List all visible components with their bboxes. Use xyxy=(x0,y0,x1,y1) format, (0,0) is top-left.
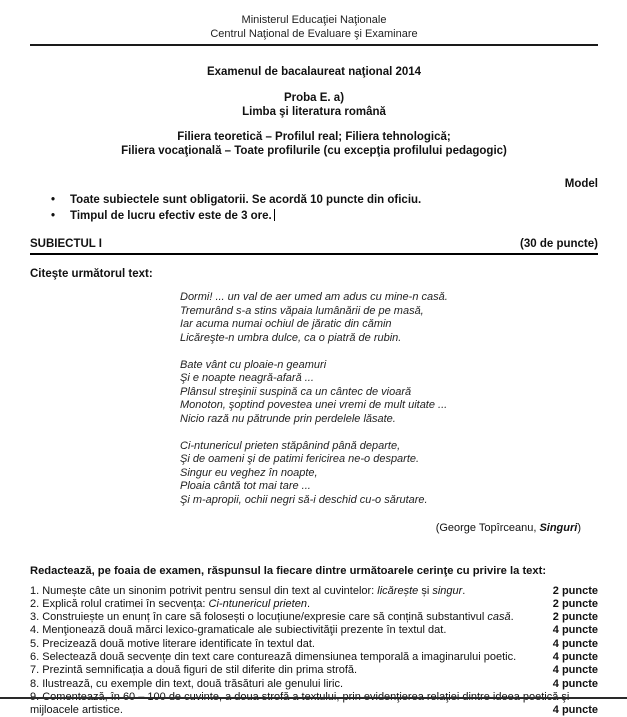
instructions-list xyxy=(30,192,598,224)
requirement-text-segment: 2. Explică rolul cratimei în secvența: xyxy=(30,598,209,610)
instruction-item xyxy=(30,192,598,208)
requirement-text-segment: . xyxy=(511,611,514,623)
poem-line: Bate vânt cu ploaie-n geamuri xyxy=(180,359,598,373)
requirement-text: 6. Selectează două secvențe din text care conturează dimensiunea temporală a imaginarului poetic. xyxy=(30,651,516,663)
page-bottom-rule xyxy=(0,697,627,699)
instruction-item xyxy=(30,208,598,224)
points-label: 4 puncte xyxy=(553,678,598,691)
exam-title: Examenul de bacalaureat naţional 2014 xyxy=(30,65,598,79)
poem-line: Singur eu veghez în noapte, xyxy=(180,467,598,481)
poem-line: Dormi! ... un val de aer umed am adus cu mine-n casă. xyxy=(180,291,598,305)
requirement-item xyxy=(30,691,598,717)
requirement-item xyxy=(30,678,598,691)
poem-line: Licăreşte-n umbra dulce, ca o piatră de rubin. xyxy=(180,332,598,346)
read-prompt: Citeşte următorul text: xyxy=(30,267,598,281)
requirement-text-italic: singur xyxy=(432,585,462,597)
points-label: 2 puncte xyxy=(553,598,598,611)
requirement-text-segment: . xyxy=(307,598,310,610)
poem-attribution xyxy=(30,521,581,535)
subiectul-title: SUBIECTUL I xyxy=(30,237,102,251)
requirement-text-segment: și xyxy=(418,585,432,597)
requirement-text xyxy=(30,585,465,597)
points-label: 2 puncte xyxy=(553,585,598,598)
requirement-text xyxy=(30,611,514,623)
requirement-text-segment: 1. Numește câte un sinonim potrivit pentru sensul din text al cuvintelor: xyxy=(30,585,377,597)
requirement-item xyxy=(30,585,598,598)
poem-line: Şi de oameni şi de patimi fericirea ne-o desparte. xyxy=(180,453,598,467)
requirement-text-segment: 3. Construiește un enunț în care să folosești o locuțiune/expresie care să conțină substantivul xyxy=(30,611,487,623)
points-label: 4 puncte xyxy=(553,651,598,664)
points-label: 4 puncte xyxy=(553,664,598,677)
proba-label: Proba E. a) xyxy=(30,91,598,105)
subiectul-points: (30 de puncte) xyxy=(520,237,598,251)
requirement-text: 9. Comentează, în 60 – 100 de cuvinte, a doua strofă a textului, prin evidenţierea relaţiei dintre ideea poetică şi mijloacele artistice. xyxy=(30,691,569,716)
poem-line: Ploaia cântă tot mai tare ... xyxy=(180,480,598,494)
attribution-close: ) xyxy=(577,522,581,534)
attribution-title: Singuri xyxy=(539,522,577,534)
requirement-item xyxy=(30,624,598,637)
bullet-icon xyxy=(51,208,55,224)
filiera-line-2: Filiera vocaţională – Toate profilurile (cu excepţia profilului pedagogic) xyxy=(30,144,598,158)
ministry-name: Ministerul Educaţiei Naţionale xyxy=(30,13,598,27)
poem-stanza xyxy=(180,291,598,345)
attribution-author: (George Topîrceanu, xyxy=(436,522,540,534)
proba-block xyxy=(30,91,598,119)
requirement-text: 7. Prezintă semnificația a două figuri de stil diferite din prima strofă. xyxy=(30,664,357,676)
task-intro: Redactează, pe foaia de examen, răspunsul la fiecare dintre următoarele cerinţe cu privire la text: xyxy=(30,564,598,578)
poem-line: Şi e noapte neagră-afară ... xyxy=(180,372,598,386)
requirement-text-segment: . xyxy=(462,585,465,597)
requirement-item xyxy=(30,664,598,677)
requirement-text-italic: casă xyxy=(487,611,510,623)
instruction-text: Timpul de lucru efectiv este de 3 ore. xyxy=(70,210,272,222)
requirement-item xyxy=(30,651,598,664)
header-rule xyxy=(30,44,598,46)
filiera-line-1: Filiera teoretică – Profilul real; Filiera tehnologică; xyxy=(30,130,598,144)
poem-line: Nicio rază nu pătrunde prin perdelele lăsate. xyxy=(180,413,598,427)
requirement-text: 8. Ilustrează, cu exemple din text, două trăsături ale genului liric. xyxy=(30,678,343,690)
requirement-item xyxy=(30,638,598,651)
filiera-block xyxy=(30,130,598,158)
requirement-text-italic: Ci-ntunericul prieten xyxy=(209,598,307,610)
document-header xyxy=(30,13,598,41)
points-label: 2 puncte xyxy=(553,611,598,624)
poem-stanza xyxy=(180,440,598,508)
poem-line: Iar acuma numai ochiul de jăratic din cămin xyxy=(180,318,598,332)
instruction-text: Toate subiectele sunt obligatorii. Se acordă 10 puncte din oficiu. xyxy=(70,194,421,206)
center-name: Centrul Naţional de Evaluare şi Examinare xyxy=(30,27,598,41)
poem-line: Tremurând s-a stins văpaia lumânării de pe masă, xyxy=(180,305,598,319)
points-label: 4 puncte xyxy=(553,638,598,651)
requirement-item xyxy=(30,598,598,611)
text-cursor xyxy=(274,209,275,221)
requirement-text: 4. Menţionează două mărci lexico-gramaticale ale subiectivităţii prezente în textul dat. xyxy=(30,624,446,636)
subiectul-row xyxy=(30,237,598,255)
requirement-text xyxy=(30,598,310,610)
requirement-item xyxy=(30,611,598,624)
poem-line: Plânsul streşinii suspină ca un cântec de vioară xyxy=(180,386,598,400)
poem-line: Ci-ntunericul prieten stăpânind până departe, xyxy=(180,440,598,454)
bullet-icon xyxy=(51,192,55,208)
points-label: 4 puncte xyxy=(553,624,598,637)
poem-line: Monoton, şoptind povestea unei vremi de mult uitate ... xyxy=(180,399,598,413)
requirement-text-italic: licărește xyxy=(377,585,418,597)
poem-stanza xyxy=(180,359,598,427)
poem xyxy=(180,291,598,507)
subject-name: Limba şi literatura română xyxy=(30,105,598,119)
model-label: Model xyxy=(30,177,598,191)
points-label: 4 puncte xyxy=(553,704,598,717)
poem-line: Şi m-apropii, ochii negri să-i deschid cu-o sărutare. xyxy=(180,494,598,508)
title-block xyxy=(30,65,598,158)
requirement-text: 5. Precizează două motive literare identificate în textul dat. xyxy=(30,638,315,650)
